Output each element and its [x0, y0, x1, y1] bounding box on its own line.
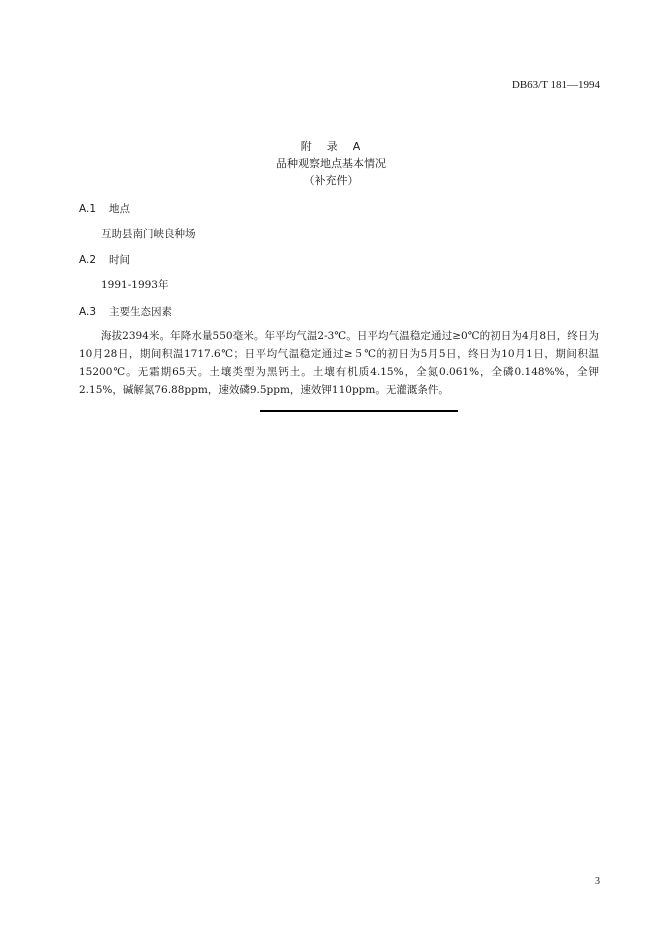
section-title: 时间 — [109, 254, 130, 266]
section-heading-a3 — [79, 304, 172, 319]
appendix-label-char-2: 录 — [326, 140, 339, 153]
appendix-letter: A — [352, 140, 362, 153]
appendix-label-char-1: 附 — [300, 140, 313, 153]
appendix-title: 品种观察地点基本情况 — [276, 157, 386, 170]
section-number: A.2 — [79, 254, 97, 266]
section-text-a2: 1991-1993年 — [101, 279, 169, 291]
end-rule — [260, 410, 458, 412]
page-number: 3 — [595, 876, 600, 887]
section-heading-a2 — [79, 252, 130, 267]
section-title: 主要生态因素 — [109, 306, 172, 318]
section-text-a1: 互助县南门峡良种场 — [101, 228, 196, 240]
appendix-label — [0, 138, 662, 154]
section-number: A.1 — [79, 203, 97, 215]
section-text-a3: 海拔2394米。年降水量550毫米。年平均气温2-3℃。日平均气温稳定通过≥0℃的初日为4月8日，终日为10月28日，期间积温1717.6℃；日平均气温稳定通过≥５℃的初日为5月5日，终日为10月1日，期间积温15200℃。无霜期65天。土壤类型为黑钙土。土壤有机质4.15%，全氮0.061%，全磷0.148%%，全钾2.15%，碱解氮76.88ppm，速效磷9.5ppm，速效钾110ppm。无灌溉条件。 — [79, 330, 599, 396]
section-heading-a1 — [79, 201, 130, 216]
appendix-subtitle: （补充件） — [303, 174, 359, 187]
document-code: DB63/T 181—1994 — [511, 79, 600, 91]
section-number: A.3 — [79, 306, 97, 318]
section-title: 地点 — [109, 203, 130, 215]
